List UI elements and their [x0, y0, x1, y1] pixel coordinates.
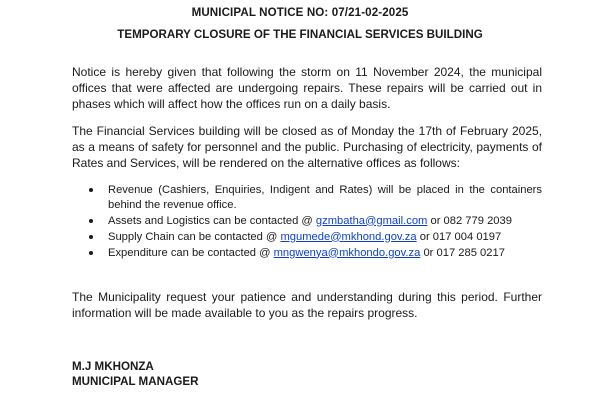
assets-prefix: Assets and Logistics can be contacted @: [108, 214, 316, 227]
assets-suffix: or 082 779 2039: [427, 214, 512, 227]
bullet-icon: [89, 188, 93, 192]
expenditure-email-link[interactable]: mngwenya@mkhondo.gov.za: [273, 246, 421, 259]
bullet-icon: [89, 251, 93, 255]
bullet-icon: [89, 219, 93, 223]
intro-paragraph: Notice is hereby given that following the storm on 11 November 2024, the municipal offices that were affected are undergoing repairs. These repairs will be carried out in phases which will affect how the offices run on a daily basis.: [72, 65, 542, 111]
notice-number: MUNICIPAL NOTICE NO: 07/21-02-2025: [191, 6, 409, 19]
revenue-text: Revenue (Cashiers, Enquiries, Indigent and Rates) will be placed in the containers behind the revenue office.: [108, 184, 542, 211]
closing-paragraph: The Municipality request your patience and understanding during this period. Further information will be made available to you as the repairs progress.: [72, 290, 542, 320]
list-item-revenue: [72, 183, 542, 212]
expenditure-suffix: 0r 017 285 0217: [420, 246, 505, 259]
alternative-offices-list: [72, 183, 542, 262]
list-item-expenditure: [72, 246, 542, 261]
bullet-icon: [89, 235, 93, 239]
notice-title: TEMPORARY CLOSURE OF THE FINANCIAL SERVICES BUILDING: [117, 28, 483, 41]
list-item-assets: [72, 214, 542, 229]
supply-prefix: Supply Chain can be contacted @: [108, 230, 281, 243]
list-item-supply-chain: [72, 230, 542, 245]
signatory-name: M.J MKHONZA: [72, 360, 154, 373]
expenditure-prefix: Expenditure can be contacted @: [108, 246, 274, 259]
supply-suffix: or 017 004 0197: [416, 230, 502, 243]
closure-paragraph: The Financial Services building will be closed as of Monday the 17th of February 2025, as a means of safety for personnel and the public. Purchasing of electricity, payments of Rates and Services, will be rendered on the alternative offices as follows:: [72, 124, 542, 170]
assets-email-link[interactable]: gzmbatha@gmail.com: [315, 214, 428, 227]
signatory-title: MUNICIPAL MANAGER: [72, 375, 199, 388]
supply-email-link[interactable]: mgumede@mkhond.gov.za: [280, 230, 417, 243]
